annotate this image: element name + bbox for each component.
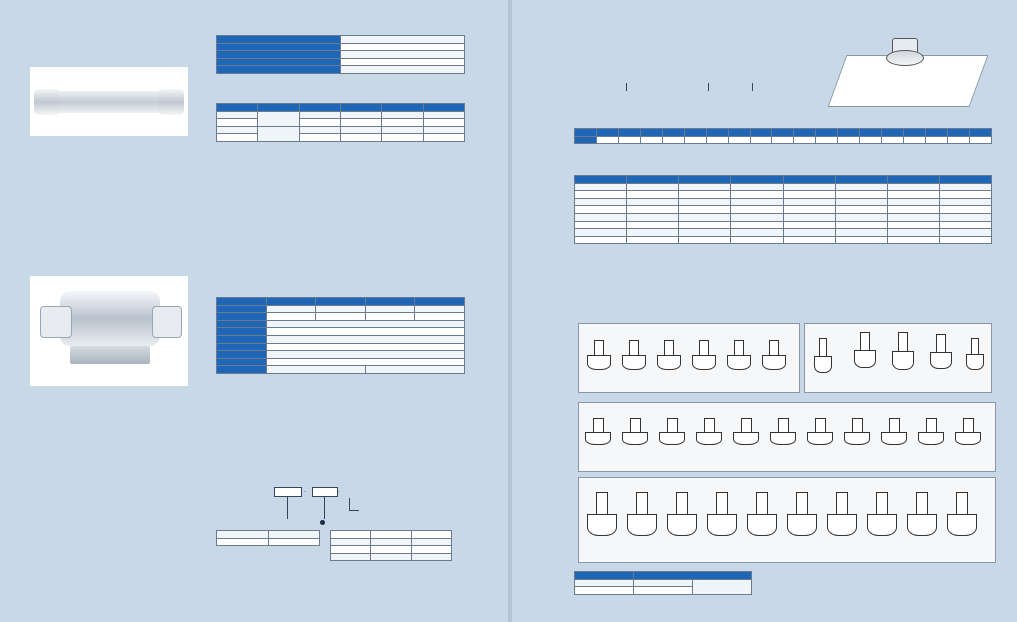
- suction-cup-drawing: [928, 334, 952, 378]
- material-cell: [731, 191, 783, 199]
- dia-value: [618, 136, 640, 144]
- dia-code: [947, 129, 969, 137]
- filter-cell: [365, 366, 464, 374]
- model-header: [217, 104, 258, 112]
- model-cell: [299, 119, 340, 127]
- material-header: [939, 176, 991, 184]
- ejector-photo: [30, 67, 188, 136]
- material-cell: [939, 213, 991, 221]
- filter-header: [266, 298, 316, 306]
- dia-value: [706, 136, 728, 144]
- suction-cup-drawing: [812, 338, 832, 382]
- material-cell: [627, 236, 679, 244]
- flow-row: [217, 531, 320, 539]
- spec-value: [341, 66, 465, 74]
- suction-cup-drawing: [952, 418, 982, 452]
- suction-cup-drawing: [584, 492, 618, 548]
- filter-label: [217, 366, 267, 374]
- filter-cell: [266, 351, 464, 359]
- material-cell: [939, 191, 991, 199]
- suction-cup-drawing: [619, 418, 649, 452]
- material-table: [574, 175, 992, 244]
- material-cell: [627, 191, 679, 199]
- material-cell: [939, 183, 991, 191]
- dia-code: [618, 129, 640, 137]
- package-header: [634, 572, 752, 580]
- package-cell: [634, 579, 693, 587]
- dia-code: [684, 129, 706, 137]
- filter-row: [217, 351, 465, 359]
- material-cell: [939, 198, 991, 206]
- suction-cup-drawing: [689, 340, 717, 378]
- model-cell: [423, 126, 464, 134]
- filter-row: [217, 328, 465, 336]
- right-page: [512, 0, 1017, 622]
- material-cell: [731, 198, 783, 206]
- suction-cup-drawing: [693, 418, 723, 452]
- spec-value: [341, 36, 465, 44]
- filter-row: [217, 313, 465, 321]
- material-cell: [731, 221, 783, 229]
- port-row: [331, 546, 452, 554]
- port-cell: [331, 553, 371, 561]
- material-cell: [575, 198, 627, 206]
- dia-code: [662, 129, 684, 137]
- left-page: [0, 0, 508, 622]
- dia-value: [575, 136, 597, 144]
- filter-row: [217, 335, 465, 343]
- material-header: [731, 176, 783, 184]
- material-cell: [835, 221, 887, 229]
- dia-value: [772, 136, 794, 144]
- material-cell: [679, 236, 731, 244]
- dia-code: [860, 129, 882, 137]
- filter-photo: [30, 276, 188, 386]
- material-header: [783, 176, 835, 184]
- spec-row: [217, 66, 465, 74]
- filter-header: [316, 298, 366, 306]
- filter-cell: [266, 305, 316, 313]
- spec-value: [341, 51, 465, 59]
- filter-header: [217, 298, 267, 306]
- filter-row: [217, 320, 465, 328]
- spec-value: [341, 58, 465, 66]
- spec-row: [217, 36, 465, 44]
- material-cell: [575, 183, 627, 191]
- suction-cup-drawing: [624, 492, 658, 548]
- flow-desc: [268, 538, 320, 546]
- filter-cell: [266, 320, 464, 328]
- suction-cup-drawing: [619, 340, 647, 378]
- model-cell: [217, 111, 258, 119]
- material-cell: [887, 213, 939, 221]
- suction-cup-drawing: [852, 332, 876, 378]
- model-cell: [340, 134, 381, 142]
- material-header: [679, 176, 731, 184]
- port-row: [331, 538, 452, 546]
- model-cell: [299, 126, 340, 134]
- model-type: [258, 111, 299, 126]
- dia-value: [684, 136, 706, 144]
- material-cell: [835, 191, 887, 199]
- spec-table: [216, 35, 465, 74]
- model-header: [258, 104, 299, 112]
- port-row: [331, 553, 452, 561]
- dia-code: [969, 129, 991, 137]
- dia-code: [575, 129, 597, 137]
- dia-code: [728, 129, 750, 137]
- model-cell: [299, 134, 340, 142]
- material-row: [575, 183, 992, 191]
- flow-table: [216, 530, 320, 546]
- spec-label: [217, 51, 341, 59]
- dia-value: [947, 136, 969, 144]
- material-cell: [783, 236, 835, 244]
- dia-code: [640, 129, 662, 137]
- suction-cup-drawing: [964, 338, 984, 378]
- model-row: [217, 119, 465, 127]
- material-cell: [783, 183, 835, 191]
- package-cell: [634, 587, 693, 595]
- suction-cup-drawing: [759, 340, 787, 378]
- suction-cup-drawing: [841, 418, 871, 452]
- material-cell: [835, 229, 887, 237]
- material-cell: [731, 183, 783, 191]
- material-cell: [627, 213, 679, 221]
- material-row: [575, 221, 992, 229]
- material-cell: [679, 183, 731, 191]
- suction-cup-drawing: [878, 418, 908, 452]
- material-cell: [887, 198, 939, 206]
- material-cell: [627, 221, 679, 229]
- suction-cup-drawing: [656, 418, 686, 452]
- material-cell: [679, 221, 731, 229]
- filter-cell: [316, 313, 366, 321]
- material-header: [575, 176, 627, 184]
- model-header: [340, 104, 381, 112]
- material-cell: [679, 213, 731, 221]
- filter-label: [217, 320, 267, 328]
- suction-cup-drawing: [724, 340, 752, 378]
- filter-label: [217, 343, 267, 351]
- material-cell: [679, 198, 731, 206]
- package-cell: [575, 587, 634, 595]
- material-cell: [627, 206, 679, 214]
- package-row: [575, 579, 752, 587]
- port-cell: [411, 538, 451, 546]
- material-cell: [783, 206, 835, 214]
- order-sep: -: [304, 489, 306, 495]
- dia-value: [750, 136, 772, 144]
- filter-row: [217, 305, 465, 313]
- dia-value: [794, 136, 816, 144]
- dia-value: [816, 136, 838, 144]
- material-cell: [939, 221, 991, 229]
- material-row: [575, 213, 992, 221]
- material-cell: [627, 198, 679, 206]
- flow-code: [217, 531, 269, 539]
- filter-cell: [266, 313, 316, 321]
- material-cell: [627, 183, 679, 191]
- material-cell: [783, 191, 835, 199]
- suction-cup-drawing: [864, 492, 898, 548]
- port-header: [411, 531, 451, 539]
- filter-row: [217, 358, 465, 366]
- port-cell: [411, 546, 451, 554]
- suction-diagram: [832, 20, 982, 116]
- material-cell: [835, 236, 887, 244]
- suction-cup-drawing: [904, 492, 938, 548]
- suction-cup-drawing: [915, 418, 945, 452]
- filter-cell: [365, 305, 415, 313]
- material-cell: [835, 206, 887, 214]
- dia-code: [750, 129, 772, 137]
- material-cell: [575, 206, 627, 214]
- material-row: [575, 206, 992, 214]
- model-cell: [340, 119, 381, 127]
- port-cell: [331, 546, 371, 554]
- dia-value: [662, 136, 684, 144]
- order-flow-code: [274, 487, 302, 497]
- dia-value: [860, 136, 882, 144]
- filter-label: [217, 358, 267, 366]
- dia-value: [640, 136, 662, 144]
- filter-cell: [266, 366, 365, 374]
- model-header: [423, 104, 464, 112]
- suction-cup-drawing: [784, 492, 818, 548]
- model-type: [258, 126, 299, 141]
- model-cell: [382, 119, 423, 127]
- model-row: [217, 126, 465, 134]
- port-cell: [371, 546, 411, 554]
- material-header: [887, 176, 939, 184]
- port-header: [371, 531, 411, 539]
- material-cell: [939, 229, 991, 237]
- dia-code: [596, 129, 618, 137]
- port-cell: [371, 553, 411, 561]
- suction-cup-drawing: [944, 492, 978, 548]
- filter-cell: [266, 335, 464, 343]
- material-cell: [575, 191, 627, 199]
- model-cell: [217, 119, 258, 127]
- material-cell: [679, 229, 731, 237]
- spec-label: [217, 36, 341, 44]
- material-cell: [679, 191, 731, 199]
- suction-cup-drawing: [582, 418, 612, 452]
- dia-code: [904, 129, 926, 137]
- dia-value: [838, 136, 860, 144]
- spec-row: [217, 51, 465, 59]
- model-cell: [217, 134, 258, 142]
- dia-code: [926, 129, 948, 137]
- port-header: [331, 531, 371, 539]
- material-cell: [575, 236, 627, 244]
- spec-label: [217, 43, 341, 51]
- suction-cup-drawing: [744, 492, 778, 548]
- material-cell: [731, 236, 783, 244]
- model-header: [299, 104, 340, 112]
- material-header: [627, 176, 679, 184]
- material-cell: [679, 206, 731, 214]
- dia-code: [838, 129, 860, 137]
- model-header: [382, 104, 423, 112]
- suction-cup-drawing: [824, 492, 858, 548]
- suction-cup-drawing: [664, 492, 698, 548]
- filter-cell: [266, 358, 464, 366]
- package-cell: [575, 579, 634, 587]
- material-cell: [887, 221, 939, 229]
- filter-cell: [266, 343, 464, 351]
- material-cell: [887, 206, 939, 214]
- material-cell: [939, 236, 991, 244]
- order-sep2: -: [338, 489, 340, 495]
- filter-header: [415, 298, 465, 306]
- port-table: [330, 530, 452, 561]
- material-cell: [575, 221, 627, 229]
- filter-row: [217, 366, 465, 374]
- dia-code: [794, 129, 816, 137]
- model-cell: [340, 126, 381, 134]
- filter-label: [217, 351, 267, 359]
- dia-value: [904, 136, 926, 144]
- filter-cell: [415, 305, 465, 313]
- material-cell: [783, 198, 835, 206]
- material-cell: [887, 191, 939, 199]
- ejector-model-table: [216, 103, 465, 142]
- material-cell: [731, 206, 783, 214]
- order-port-code: [312, 487, 338, 497]
- material-cell: [731, 213, 783, 221]
- flow-code: [217, 538, 269, 546]
- suction-cup-drawing: [890, 332, 914, 380]
- material-row: [575, 236, 992, 244]
- model-cell: [299, 111, 340, 119]
- diameter-table: [574, 128, 992, 144]
- material-cell: [887, 229, 939, 237]
- model-row: [217, 111, 465, 119]
- spec-label: [217, 58, 341, 66]
- filter-label: [217, 328, 267, 336]
- filter-cell: [415, 313, 465, 321]
- dia-code: [816, 129, 838, 137]
- filter-cell: [365, 313, 415, 321]
- spec-value: [341, 43, 465, 51]
- model-cell: [423, 134, 464, 142]
- dia-code: [882, 129, 904, 137]
- port-cell: [371, 538, 411, 546]
- model-cell: [423, 119, 464, 127]
- suction-cup-drawing: [584, 340, 612, 378]
- dia-value: [926, 136, 948, 144]
- flow-desc: [268, 531, 320, 539]
- model-cell: [382, 126, 423, 134]
- material-row: [575, 229, 992, 237]
- material-cell: [575, 213, 627, 221]
- dia-value: [969, 136, 991, 144]
- spec-row: [217, 43, 465, 51]
- model-cell: [340, 111, 381, 119]
- material-row: [575, 198, 992, 206]
- filter-label: [217, 305, 267, 313]
- filter-label: [217, 313, 267, 321]
- filter-cell: [266, 328, 464, 336]
- flow-row: [217, 538, 320, 546]
- material-cell: [939, 206, 991, 214]
- dia-value: [882, 136, 904, 144]
- model-cell: [382, 134, 423, 142]
- model-row: [217, 134, 465, 142]
- dia-value: [728, 136, 750, 144]
- filter-label: [217, 335, 267, 343]
- package-header: [575, 572, 634, 580]
- material-cell: [835, 183, 887, 191]
- model-cell: [217, 126, 258, 134]
- filter-row: [217, 343, 465, 351]
- material-cell: [887, 183, 939, 191]
- suction-cup-drawing: [730, 418, 760, 452]
- model-cell: [382, 111, 423, 119]
- package-table: [574, 571, 752, 595]
- suction-cup-drawing: [704, 492, 738, 548]
- package-cell: [693, 579, 752, 594]
- suction-cup-drawing: [654, 340, 682, 378]
- port-cell: [331, 538, 371, 546]
- spec-label: [217, 66, 341, 74]
- model-cell: [423, 111, 464, 119]
- spec-row: [217, 58, 465, 66]
- filter-header: [365, 298, 415, 306]
- filter-spec-table: [216, 297, 465, 374]
- material-cell: [835, 213, 887, 221]
- material-row: [575, 191, 992, 199]
- filter-cell: [316, 305, 366, 313]
- material-cell: [783, 213, 835, 221]
- dia-code: [706, 129, 728, 137]
- material-cell: [731, 229, 783, 237]
- suction-cup-drawing: [804, 418, 834, 452]
- port-cell: [411, 553, 451, 561]
- suction-cup-drawing: [767, 418, 797, 452]
- material-header: [835, 176, 887, 184]
- material-cell: [835, 198, 887, 206]
- dia-code: [772, 129, 794, 137]
- material-cell: [783, 229, 835, 237]
- material-cell: [627, 229, 679, 237]
- material-cell: [887, 236, 939, 244]
- material-cell: [783, 221, 835, 229]
- material-cell: [575, 229, 627, 237]
- dia-value: [596, 136, 618, 144]
